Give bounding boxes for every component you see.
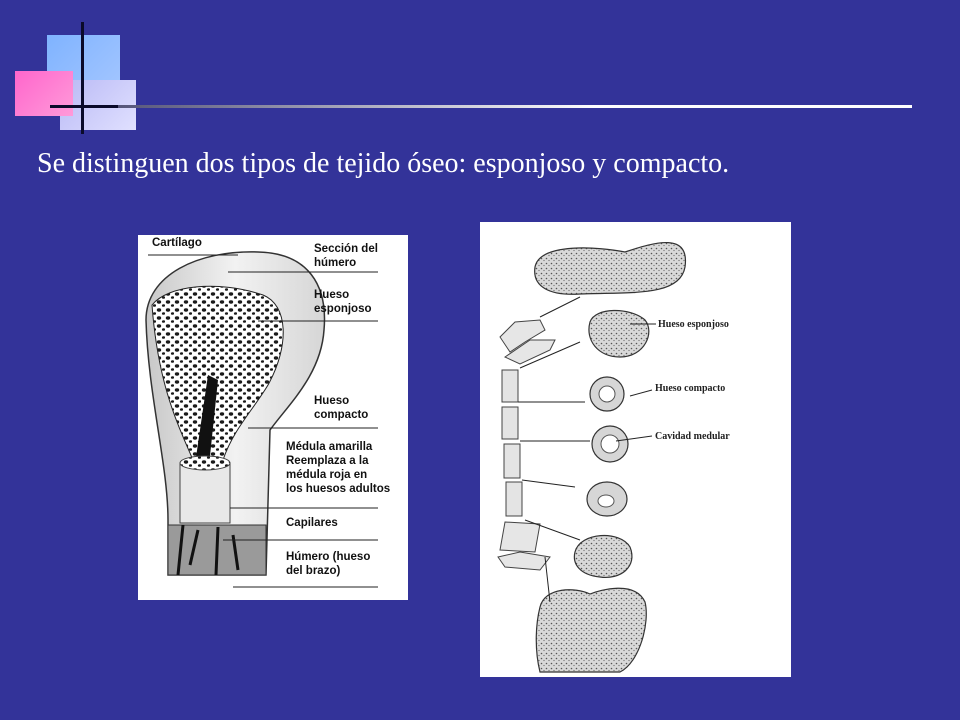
label-marrow-line4: los huesos adultos: [286, 483, 391, 495]
label-compact-line1: Hueso: [314, 395, 350, 407]
label-medullary-cavity: Cavidad medular: [655, 431, 730, 442]
decor-horizontal-rule: [118, 105, 912, 108]
bone-cross-sections-figure: [480, 222, 791, 677]
label-marrow-line2: Reemplaza a la: [286, 455, 369, 467]
decor-pink-square: [15, 71, 73, 116]
humerus-section-figure: [138, 235, 408, 600]
label-cartilage: Cartílago: [152, 237, 202, 249]
label-spongy-line1: Hueso: [314, 289, 350, 301]
label-capillaries: Capilares: [286, 517, 338, 529]
label-humerus-line2: del brazo): [286, 565, 341, 577]
label-humerus-line1: Húmero (hueso: [286, 551, 371, 563]
label-marrow-line1: Médula amarilla: [286, 441, 373, 453]
label-compact-bone: Hueso compacto: [655, 383, 726, 394]
label-spongy-line2: esponjoso: [314, 303, 372, 315]
label-compact-line2: compacto: [314, 409, 369, 421]
label-marrow-line3: médula roja en: [286, 469, 368, 481]
decor-vertical-line: [81, 22, 84, 134]
label-spongy-bone: Hueso esponjoso: [658, 319, 729, 330]
label-section-line2: húmero: [314, 257, 357, 269]
label-section-line1: Sección del: [314, 243, 378, 255]
slide-title: Se distinguen dos tipos de tejido óseo: esponjoso y compacto.: [37, 148, 730, 179]
cross-sections-illustration: [480, 222, 791, 677]
